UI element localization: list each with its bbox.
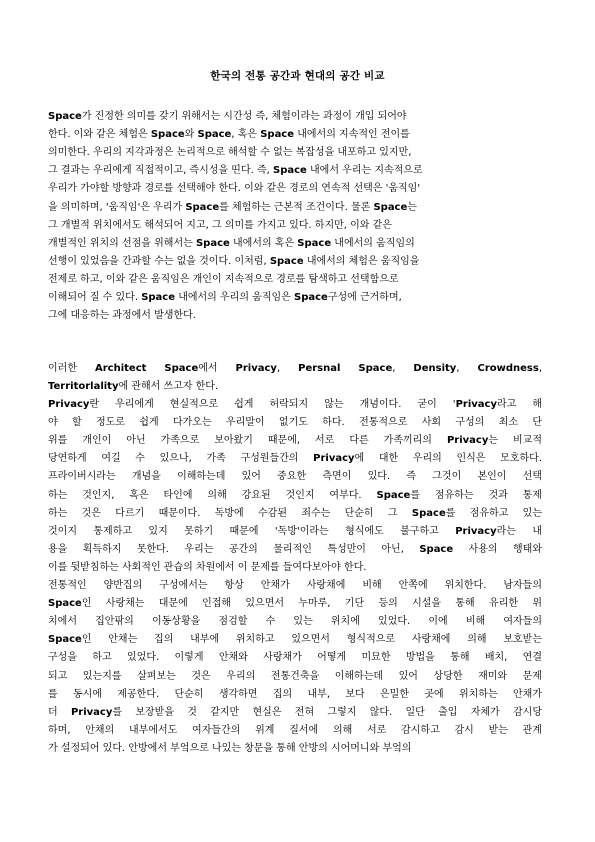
text-line: 야 할 정도로 쉽게 다가오는 우리말이 없기도 하다. 전통적으로 사회 구성의 최소 단 [48, 417, 542, 429]
text-line: 그 결과는 우리에게 직접적이고, 즉시성을 띤다. 즉, Space 내에서 우리는 지속적으로 [48, 165, 423, 177]
text-line: 하는 것은 다르기 때문이다. 독방에 수감된 죄수는 단순히 그 Space를 점유하고 있는 [48, 507, 542, 519]
document-title: 한국의 전통 공간과 현대의 공간 비교 [210, 70, 385, 82]
text-line: 을 의미하며, '움직임'은 우리가 Space를 체험하는 근본적 조건이다. 물론 Space는 [48, 201, 417, 213]
text-line: 위를 개인이 아닌 가족으로 보아왔기 때문에, 서로 다른 가족끼리의 Privacy는 비교적 [48, 435, 542, 447]
text-line: 개별적인 위치의 선점을 위해서는 Space 내에서의 혹은 Space 내에서의 움직임의 [48, 237, 415, 249]
text-line: Territorlality에 관해서 쓰고자 한다. [48, 381, 219, 392]
text-line: 구성을 하고 있었다. 이렇게 안채와 사랑채가 어떻게 미묘한 방법을 통해 배치, 연결 [48, 652, 542, 664]
text-line: 우리가 가야할 방향과 경로를 선택해야 한다. 이와 같은 경로의 연속적 선택은 '움직임' [48, 183, 421, 195]
text-line: 그에 대응하는 과정에서 발생한다. [48, 310, 196, 322]
text-line: 이러한 Architect Space에서 Privacy, Persnal Space, Density, Crowdness, [48, 363, 543, 374]
text-line: 그 개별적 위치에서도 해석되어 지고, 그 의미를 가지고 있다. 하지만, 이와 같은 [48, 219, 392, 231]
text-line: 의미한다. 우리의 지각과정은 논리적으로 해석할 수 없는 복잡성을 내포하고 있지만, [48, 147, 412, 159]
text-line: 하며, 안채의 내부에서도 여자들간의 위계 질서에 의해 서로 감시하고 감시 받는 관계 [48, 724, 542, 736]
text-line: Privacy란 우리에게 현실적으로 쉽게 허락되지 않는 개념이다. 굳이 'Privacy라고 해 [48, 399, 542, 410]
text-line: 가 설정되어 있다. 안방에서 부엌으로 나있는 창문을 통해 안방의 시어머니와 부엌의 [48, 742, 412, 754]
text-line: 하는 것인지, 혹은 타인에 의해 강요된 것인지 여부다. Space를 점유하는 것과 통제 [48, 489, 542, 501]
text-line: Space인 안채는 집의 내부에 위치하고 있으면서 형식적으로 사랑채에 의해 보호받는 [48, 634, 542, 646]
text-line: 이를 뒷받침하는 사회적인 관습의 차원에서 이 문제를 들여다보아야 한다. [48, 561, 367, 573]
text-line: 당연하게 여길 수 있으나, 가족 구성원들간의 Privacy에 대한 우리의 인식은 모호하다. [48, 453, 542, 465]
text-line: 한다. 이와 같은 체험은 Space와 Space, 혹은 Space 내에서의 지속적인 전이를 [48, 129, 410, 141]
text-line: 를 동시에 제공한다. 단순히 생각하면 집의 내부, 보다 은밀한 곳에 위치하는 안채가 [48, 688, 542, 700]
text-line: 것이지 통제하고 있지 못하기 때문에 '독방'이라는 형식에도 불구하고 Privacy라는 내 [48, 525, 542, 537]
text-line: 더 Privacy를 보장받을 것 같지만 현실은 전혀 그렇지 않다. 일단 출입 자체가 감시당 [48, 706, 542, 718]
text-line: Space인 사랑채는 대문에 인접해 있으면서 누마루, 기단 등의 시설을 통해 유리한 위 [48, 598, 542, 610]
text-line: Space가 진정한 의미를 갖기 위해서는 시간성 즉, 체험이라는 과정이 개입 되어야 [48, 111, 407, 122]
text-line: 선행이 있었음을 간과할 수는 없을 것이다. 이처럼, Space 내에서의 체험은 움직임을 [48, 255, 420, 267]
text-line: 프라이버시라는 개념을 이해하는데 있어 중요한 측면이 있다. 즉 그것이 본인이 선택 [48, 471, 542, 483]
text-line: 용을 획득하지 못한다. 우리는 공간의 물리적인 특성만이 아닌, Space 사용의 행태와 [48, 543, 542, 555]
text-line: 되고 있는지를 살펴보는 것은 우리의 전통건축을 이해하는데 있어 상당한 재미와 문제 [48, 670, 542, 682]
text-line: 전제로 하고, 이와 같은 움직임은 개인이 지속적으로 경로를 탐색하고 선택함으로 [48, 273, 399, 285]
text-line: 전통적인 양반집의 구성에서는 항상 안채가 사랑채에 비해 안쪽에 위치한다. 남자들의 [48, 580, 542, 591]
text-line: 치에서 집안팎의 이동상황을 점검할 수 있는 위치에 있었다. 이에 비해 여자들의 [48, 616, 542, 628]
text-line: 이해되어 질 수 있다. Space 내에서의 우리의 움직임은 Space구성에 근거하며, [48, 292, 402, 303]
